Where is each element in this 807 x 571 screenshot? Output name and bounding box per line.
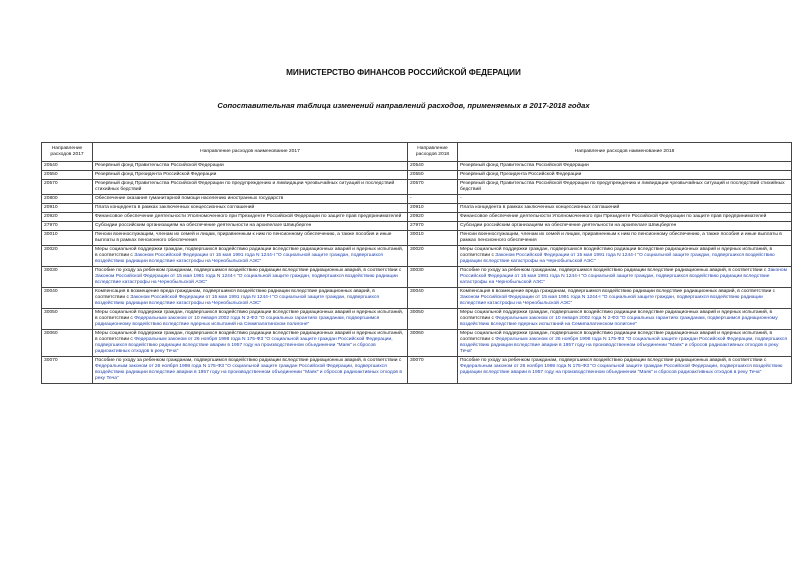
law-reference-link[interactable]: Законом Российской Федерации от 15 мая 1991 года N 1244-I "О социальной защите граждан, подвергшихся воздействию радиации вследствие катастрофы на Чернобыльской АЭС"	[460, 253, 775, 264]
table-row	[42, 195, 792, 204]
cell-name-2017	[93, 357, 408, 384]
cell-code-2018: 20550	[408, 171, 458, 180]
table-header-row	[42, 143, 792, 162]
cell-name-2018	[458, 213, 792, 222]
cell-name-2018	[458, 231, 792, 246]
cell-name-2017	[93, 267, 408, 288]
law-reference-link[interactable]: Законом Российской Федерации от 15 мая 1991 года N 1244-I "О социальной защите граждан, подвергшихся воздействию радиации вследствие катастрофы на Чернобыльской АЭС"	[460, 268, 787, 285]
cell-text: Резервный фонд Президента Российской Федерации	[460, 172, 582, 177]
cell-code-2017: 20920	[42, 213, 93, 222]
table-row	[42, 180, 792, 195]
cell-name-2018	[458, 246, 792, 267]
cell-name-2017	[93, 309, 408, 330]
cell-code-2018: 30040	[408, 288, 458, 309]
cell-name-2017	[93, 162, 408, 171]
cell-text: Плата концедента в рамках заключенных концессионных соглашений	[95, 205, 255, 210]
cell-code-2017: 20570	[42, 180, 93, 195]
cell-text: Меры социальной поддержки граждан, подвергшихся воздействию радиации вследствие радиационных аварий и ядерных испытаний, в соответствии с	[460, 331, 773, 342]
cell-code-2018: 20570	[408, 180, 458, 195]
law-reference-link[interactable]: Федеральным законом от 26 ноября 1998 года N 175-ФЗ "О социальной защите граждан Российской Федерации, подвергшихся воздействию радиации вследствие аварии в 1957 году на производственном объединении "Маяк" и сбросов радиоактивных отходов в реку Теча"	[460, 337, 788, 354]
law-reference-link[interactable]: Федеральным законом от 26 ноября 1998 года N 175-ФЗ "О социальной защите граждан Российской Федерации, подвергшихся воздействию радиации вследствие аварии в 1957 году на производственном объединении "Маяк" и сбросов радиоактивных отходов в реку Теча"	[460, 364, 783, 375]
law-reference-link[interactable]: Законом Российской Федерации от 15 мая 1991 года N 1244-I "О социальной защите граждан, подвергшихся воздействию радиации вследствие катастрофы на Чернобыльской АЭС"	[460, 295, 763, 306]
cell-text: Пособие по уходу за ребенком гражданам, подвергшимся воздействию радиации вследствие радиационных аварий, в соответствии с	[460, 268, 768, 273]
cell-code-2017: 30010	[42, 231, 93, 246]
law-reference-link[interactable]: Законом Российской Федерации от 15 мая 1991 года N 1244-I "О социальной защите граждан, подвергшихся воздействию радиации вследствие катастрофы на Чернобыльской АЭС"	[95, 253, 383, 264]
cell-name-2017	[93, 180, 408, 195]
cell-name-2017	[93, 195, 408, 204]
cell-text: Резервный фонд Правительства Российской Федерации по предупреждению и ликвидации чрезвычайных ситуаций и последствий стихийных бедствий	[95, 181, 395, 192]
cell-name-2018	[458, 204, 792, 213]
cell-text: Субсидии российским организациям на обеспечение деятельности на архипелаге Шпицберген	[95, 223, 312, 228]
law-reference-link[interactable]: Законом Российской Федерации от 15 мая 1991 года N 1244-I "О социальной защите граждан, подвергшихся воздействию радиации вследствие катастрофы на Чернобыльской АЭС"	[95, 295, 380, 306]
cell-text: Меры социальной поддержки граждан, подвергшихся воздействию радиации вследствие радиационных аварий и ядерных испытаний, в соответствии с	[95, 310, 404, 321]
cell-name-2017	[93, 231, 408, 246]
cell-name-2017	[93, 288, 408, 309]
table-row	[42, 171, 792, 180]
cell-code-2017: 30070	[42, 357, 93, 384]
cell-code-2017: 30060	[42, 330, 93, 357]
cell-name-2018	[458, 357, 792, 384]
cell-text: Резервный фонд Правительства Российской Федерации	[95, 163, 224, 168]
cell-text: Меры социальной поддержки граждан, подвергшихся воздействию радиации вследствие радиационных аварий и ядерных испытаний, в соответствии с	[460, 247, 773, 258]
cell-name-2017	[93, 213, 408, 222]
cell-name-2017	[93, 171, 408, 180]
table-row	[42, 267, 792, 288]
cell-name-2018	[458, 180, 792, 195]
cell-name-2018	[458, 162, 792, 171]
cell-code-2018: -	[408, 195, 458, 204]
cell-name-2018	[458, 171, 792, 180]
table-body	[42, 162, 792, 384]
table-row	[42, 309, 792, 330]
cell-code-2018: 30010	[408, 231, 458, 246]
cell-text: Меры социальной поддержки граждан, подвергшихся воздействию радиации вследствие радиационных аварий и ядерных испытаний, в соответствии с	[460, 310, 773, 321]
cell-text: Финансовое обеспечение деятельности Уполномоченного при Президенте Российской Федерации по защите прав предпринимателей	[460, 214, 767, 219]
cell-name-2018	[458, 330, 792, 357]
cell-code-2017: 20540	[42, 162, 93, 171]
cell-name-2018	[458, 222, 792, 231]
cell-code-2018: 30020	[408, 246, 458, 267]
law-reference-link[interactable]: Федеральным законом от 10 января 2002 года N 2-ФЗ "О социальных гарантиях гражданам, подвергшимся радиационному воздействию вследствие ядерных испытаний на Семипалатинском полигоне"	[460, 316, 778, 327]
cell-name-2018	[458, 195, 792, 204]
comparison-table	[41, 142, 792, 384]
cell-text: Пособие по уходу за ребенком гражданам, подвергшимся воздействию радиации вследствие радиационных аварий, в соответствии с	[95, 268, 402, 273]
cell-name-2017	[93, 222, 408, 231]
cell-text: Субсидии российским организациям на обеспечение деятельности на архипелаге Шпицберген	[460, 223, 677, 228]
table-row	[42, 204, 792, 213]
cell-code-2018: 30030	[408, 267, 458, 288]
cell-code-2017: 20550	[42, 171, 93, 180]
cell-code-2018: 27970	[408, 222, 458, 231]
cell-code-2018: 20910	[408, 204, 458, 213]
table-row	[42, 162, 792, 171]
cell-code-2017: 20910	[42, 204, 93, 213]
cell-name-2018	[458, 288, 792, 309]
cell-code-2018: 30070	[408, 357, 458, 384]
header-code-2017: Направление расходов 2017	[42, 143, 93, 162]
cell-text: -	[460, 196, 462, 201]
cell-text: Финансовое обеспечение деятельности Уполномоченного при Президенте Российской Федерации по защите прав предпринимателей	[95, 214, 402, 219]
cell-text: Резервный фонд Правительства Российской Федерации	[460, 163, 589, 168]
table-row	[42, 246, 792, 267]
law-reference-link[interactable]: Федеральным законом от 26 ноября 1998 года N 175-ФЗ "О социальной защите граждан Российской Федерации, подвергшихся воздействию радиации вследствие аварии в 1957 году на производственном объединении "Маяк" и сбросов радиоактивных отходов в реку Теча"	[95, 364, 402, 381]
cell-text: Пенсии военнослужащим, членам их семей и лицам, приравненным к ним по пенсионному обеспечению, а также пособия и иные выплаты в рамках пенсионного обеспечения	[460, 232, 782, 243]
cell-text: Плата концедента в рамках заключенных концессионных соглашений	[460, 205, 620, 210]
cell-name-2017	[93, 204, 408, 213]
page-subtitle: Сопоставительная таблица изменений направлений расходов, применяемых в 2017-2018 годах	[217, 101, 590, 110]
cell-code-2017: 30040	[42, 288, 93, 309]
cell-code-2018: 30060	[408, 330, 458, 357]
cell-name-2017	[93, 330, 408, 357]
law-reference-link[interactable]: Федеральным законом от 26 ноября 1998 года N 175-ФЗ "О социальной защите граждан Российской Федерации, подвергшихся воздействию радиации вследствие аварии в 1957 году на производственном объединении "Маяк" и сбросов радиоактивных отходов в реку Теча"	[95, 337, 393, 354]
header-code-2018: Направление расходов 2018	[408, 143, 458, 162]
cell-text: Резервный фонд Президента Российской Федерации	[95, 172, 217, 177]
page-title: МИНИСТЕРСТВО ФИНАНСОВ РОССИЙСКОЙ ФЕДЕРАЦИИ	[286, 68, 521, 77]
law-reference-link[interactable]: Законом Российской Федерации от 15 мая 1991 года N 1244-I "О социальной защите граждан, подвергшихся воздействию радиации вследствие катастрофы на Чернобыльской АЭС"	[95, 274, 398, 285]
cell-code-2017: 27970	[42, 222, 93, 231]
cell-code-2017: 30050	[42, 309, 93, 330]
cell-text: Меры социальной поддержки граждан, подвергшихся воздействию радиации вследствие радиационных аварий и ядерных испытаний, в соответствии с	[95, 247, 404, 258]
cell-code-2018: 20540	[408, 162, 458, 171]
law-reference-link[interactable]: Федеральным законом от 10 января 2002 года N 2-ФЗ "О социальных гарантиях гражданам, подвергшимся радиационному воздействию вследствие ядерных испытаний на Семипалатинском полигоне"	[95, 316, 380, 327]
cell-code-2017: 30020	[42, 246, 93, 267]
cell-text: Резервный фонд Правительства Российской Федерации по предупреждению и ликвидации чрезвычайных ситуаций и последствий стихийных бедствий	[460, 181, 785, 192]
cell-name-2018	[458, 267, 792, 288]
header-name-2018: Направление расходов наименование 2018	[458, 143, 792, 162]
cell-text: Пособие по уходу за ребенком гражданам, подвергшимся воздействию радиации вследствие радиационных аварий, в соответствии с	[95, 358, 402, 363]
cell-text: Пенсии военнослужащим, членам их семей и лицам, приравненным к ним по пенсионному обеспечению, а также пособия и иные выплаты в рамках пенсионного обеспечения	[95, 232, 392, 243]
cell-code-2017: 20800	[42, 195, 93, 204]
cell-text: Компенсация в возмещение вреда гражданам, подвергшимся воздействию радиации вследствие радиационных аварий, в соответствии с	[95, 289, 375, 300]
cell-text: Пособие по уходу за ребенком гражданам, подвергшимся воздействию радиации вследствие радиационных аварий, в соответствии с	[460, 358, 767, 363]
cell-text: Компенсация в возмещение вреда гражданам, подвергшимся воздействию радиации вследствие радиационных аварий, в соответствии с	[460, 289, 776, 294]
table-row	[42, 330, 792, 357]
cell-text: Меры социальной поддержки граждан, подвергшихся воздействию радиации вследствие радиационных аварий и ядерных испытаний, в соответствии с	[95, 331, 404, 342]
cell-code-2018: 20920	[408, 213, 458, 222]
table-row	[42, 357, 792, 384]
cell-code-2017: 30030	[42, 267, 93, 288]
table-row	[42, 288, 792, 309]
table-row	[42, 222, 792, 231]
table-row	[42, 213, 792, 222]
cell-text: Обеспечение оказания гуманитарной помощи населению иностранных государств	[95, 196, 284, 201]
table-row	[42, 231, 792, 246]
header-name-2017: Направление расходов наименование 2017	[93, 143, 408, 162]
cell-code-2018: 30050	[408, 309, 458, 330]
cell-name-2018	[458, 309, 792, 330]
cell-name-2017	[93, 246, 408, 267]
